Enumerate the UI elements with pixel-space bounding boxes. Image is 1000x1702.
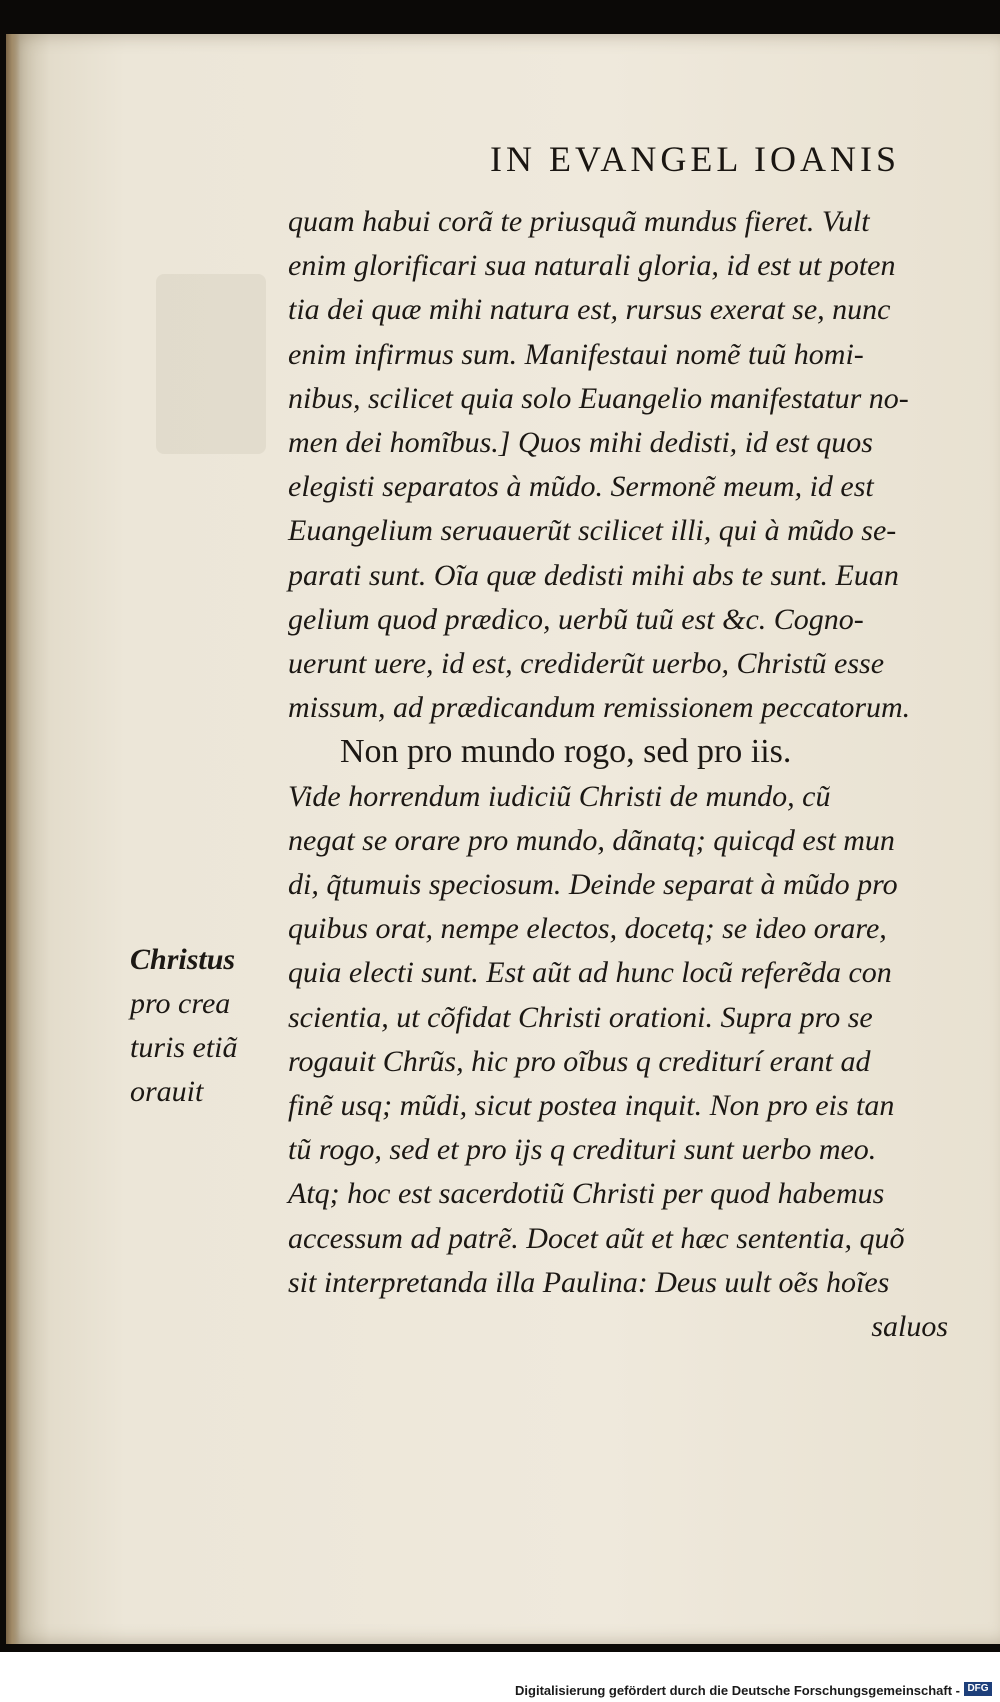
- text-line: scientia, ut cõfidat Christi orationi. Supra pro se: [288, 1000, 873, 1034]
- text-line: Atq; hoc est sacerdotiũ Christi per quod habemus: [288, 1177, 885, 1211]
- dfg-logo: DFG: [964, 1682, 992, 1696]
- marginal-note-line: Christus: [130, 943, 236, 976]
- marginal-note: [130, 938, 270, 1114]
- text-line: elegisti separatos à mũdo. Sermonẽ meum, id est: [288, 470, 874, 504]
- text-line: quam habui corã te priusquã mundus fieret. Vult: [288, 205, 870, 238]
- text-line: missum, ad prædicandum remissionem peccatorum.: [288, 691, 911, 725]
- text-line: accessum ad patrẽ. Docet aũt et hæc sententia, quõ: [288, 1221, 905, 1255]
- section-heading: Non pro mundo rogo, sed pro iis.: [340, 733, 792, 771]
- text-line: nibus, scilicet quia solo Euangelio manifestatur no-: [288, 381, 909, 415]
- text-line: tũ rogo, sed et pro ijs q credituri sunt uerbo meo.: [288, 1133, 877, 1167]
- page-gutter-edge: [6, 34, 20, 1644]
- text-line: gelium quod prædico, uerbũ tuũ est &c. Cogno-: [288, 602, 864, 636]
- text-line: tia dei quæ mihi natura est, rursus exerat se, nunc: [288, 293, 891, 327]
- marginal-note-line: turis etiã: [130, 1031, 238, 1064]
- text-line: quia electi sunt. Est aũt ad hunc locũ referẽda con: [288, 956, 892, 990]
- text-line: negat se orare pro mundo, dãnatq; quicqd est mun: [288, 823, 895, 857]
- text-line: sit interpretanda illa Paulina: Deus uult oẽs hoĩes: [288, 1265, 890, 1299]
- text-line: enim glorificari sua naturali gloria, id est ut poten: [288, 249, 896, 283]
- text-line: rogauit Chrũs, hic pro oĩbus q crediturí erant ad: [288, 1044, 871, 1078]
- text-line: uerunt uere, id est, crediderũt uerbo, Christũ esse: [288, 647, 885, 681]
- text-line: enim infirmus sum. Manifestaui nomẽ tuũ homi-: [288, 337, 864, 371]
- marginal-note-line: pro crea: [130, 987, 231, 1020]
- text-line: Euangelium seruauerũt scilicet illi, qui à mũdo se-: [288, 514, 897, 548]
- text-line: parati sunt. Oĩa quæ dedisti mihi abs te sunt. Euan: [288, 558, 899, 592]
- text-line: quibus orat, nempe electos, docetq; se ideo orare,: [288, 912, 887, 946]
- text-line: Vide horrendum iudiciũ Christi de mundo, cũ: [288, 779, 831, 813]
- funding-credit: Digitalisierung gefördert durch die Deutsche Forschungsgemeinschaft -: [515, 1683, 960, 1698]
- show-through-smudge: [156, 274, 266, 454]
- text-line: finẽ usq; mũdi, sicut postea inquit. Non pro eis tan: [288, 1089, 895, 1123]
- running-header: IN EVANGEL IOANIS: [490, 139, 900, 179]
- main-text-block: [288, 200, 948, 1349]
- text-line: men dei homĩbus.] Quos mihi dedisti, id est quos: [288, 426, 873, 460]
- marginal-note-line: orauit: [130, 1075, 204, 1108]
- catchword: saluos: [871, 1310, 948, 1344]
- text-line: di, q̃tumuis speciosum. Deinde separat à mũdo pro: [288, 868, 898, 902]
